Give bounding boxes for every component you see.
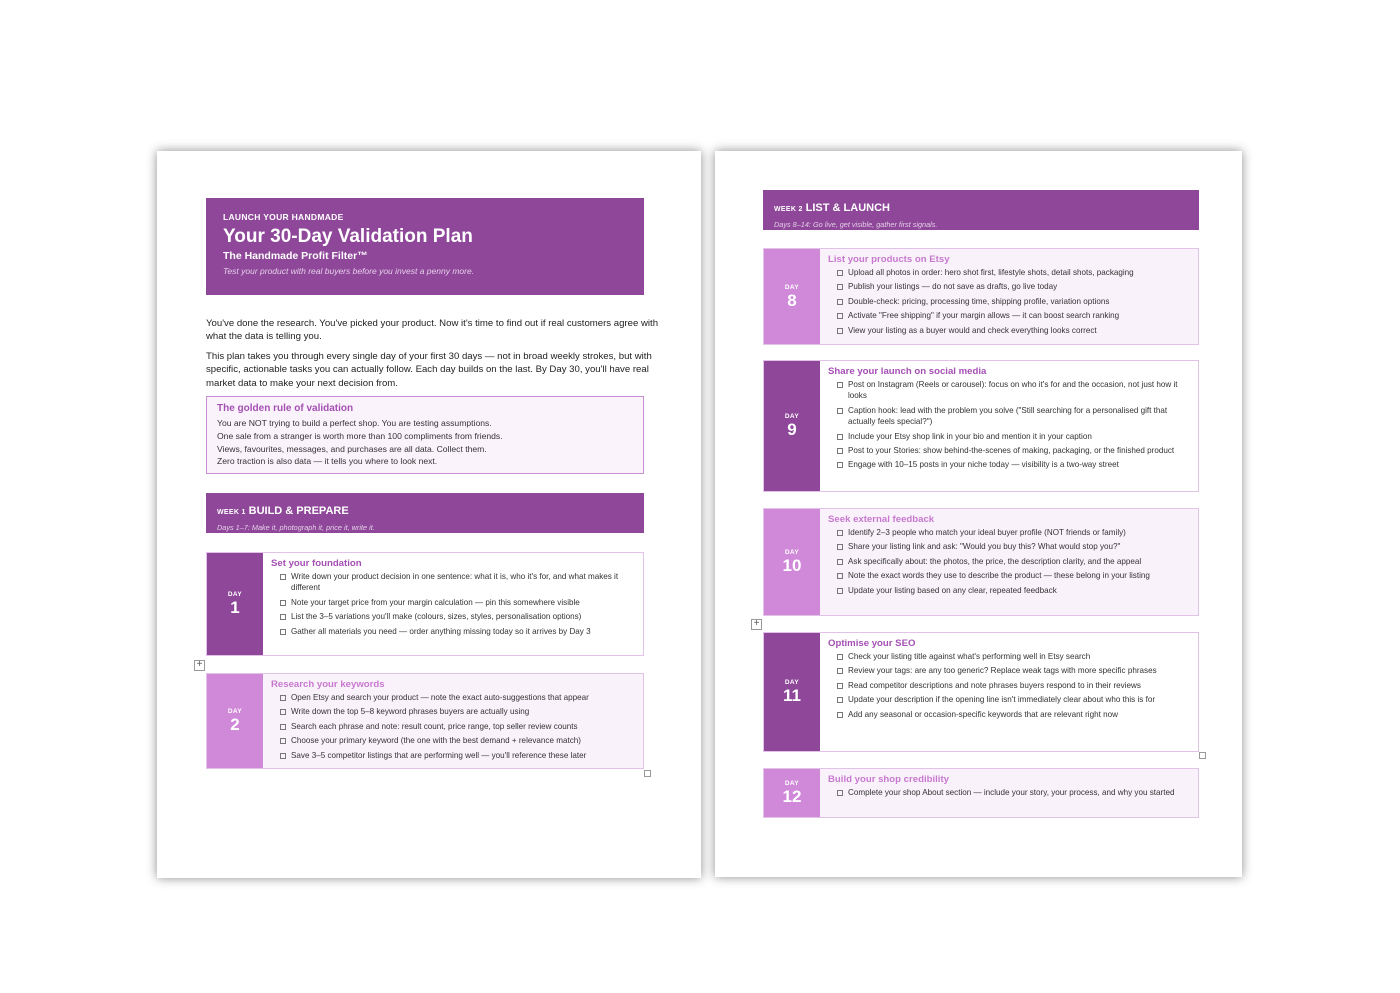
week-label: WEEK 2 xyxy=(774,206,803,213)
day-card-9 xyxy=(763,360,1199,492)
hero-subtitle: The Handmade Profit Filter™ xyxy=(223,250,368,262)
task-item[interactable]: Save 3–5 competitor listings that are performing well — you'll reference these later xyxy=(271,750,637,761)
day-label: DAY xyxy=(227,591,243,598)
week-name: LIST & LAUNCH xyxy=(805,202,890,214)
golden-rule-callout xyxy=(206,396,644,474)
task-item[interactable]: Note the exact words they use to describe the product — these belong in your listing xyxy=(828,570,1192,581)
hero-eyebrow: LAUNCH YOUR HANDMADE xyxy=(223,212,344,222)
task-item[interactable]: Note your target price from your margin calculation — pin this somewhere visible xyxy=(271,597,637,608)
task-item[interactable]: Share your listing link and ask: "Would you buy this? What would stop you?" xyxy=(828,541,1192,552)
move-handle-icon[interactable]: + xyxy=(194,660,205,671)
task-item[interactable]: Update your listing based on any clear, repeated feedback xyxy=(828,585,1192,596)
hero-banner xyxy=(206,198,644,295)
day-card-12 xyxy=(763,768,1199,818)
resize-handle[interactable] xyxy=(644,770,651,777)
hero-tagline: Test your product with real buyers before you invest a penny more. xyxy=(223,266,475,276)
task-item[interactable]: Update your description if the opening line isn't immediately clear about who this is for xyxy=(828,694,1192,705)
day-title: Set your foundation xyxy=(271,558,362,569)
day-label: DAY xyxy=(227,708,243,715)
task-item[interactable]: View your listing as a buyer would and check everything looks correct xyxy=(828,325,1192,336)
day-content xyxy=(820,361,1198,491)
task-item[interactable]: Write down your product decision in one sentence: what it is, who it's for, and what makes it different xyxy=(271,571,637,594)
day-title: List your products on Etsy xyxy=(828,254,950,265)
task-item[interactable]: Caption hook: lead with the problem you solve ("Still searching for a personalised gift that actually feels special?") xyxy=(828,405,1192,428)
task-item[interactable]: Post on Instagram (Reels or carousel): focus on who it's for and the occasion, not just how it looks xyxy=(828,379,1192,402)
task-item[interactable]: Upload all photos in order: hero shot first, lifestyle shots, detail shots, packaging xyxy=(828,267,1192,278)
task-item[interactable]: Publish your listings — do not save as drafts, go live today xyxy=(828,281,1192,292)
week-description: Days 8–14: Go live, get visible, gather first signals. xyxy=(774,220,938,229)
golden-rule-line: Views, favourites, messages, and purchases are all data. Collect them. xyxy=(217,443,487,454)
task-item[interactable]: Gather all materials you need — order anything missing today so it arrives by Day 3 xyxy=(271,626,637,637)
task-item[interactable]: Read competitor descriptions and note phrases buyers respond to in their reviews xyxy=(828,680,1192,691)
task-item[interactable]: Search each phrase and note: result count, price range, top seller review counts xyxy=(271,721,637,732)
day-number: 10 xyxy=(782,556,802,575)
day-content xyxy=(820,249,1198,344)
day-label: DAY xyxy=(784,780,800,787)
task-item[interactable]: Activate "Free shipping" if your margin allows — it can boost search ranking xyxy=(828,310,1192,321)
day-number: 8 xyxy=(787,290,797,310)
week-2-banner xyxy=(763,190,1199,230)
task-item[interactable]: Open Etsy and search your product — note the exact auto-suggestions that appear xyxy=(271,692,637,703)
task-item[interactable]: Double-check: pricing, processing time, shipping profile, variation options xyxy=(828,296,1192,307)
task-item[interactable]: Identify 2–3 people who match your ideal buyer profile (NOT friends or family) xyxy=(828,527,1192,538)
golden-rule-line: One sale from a stranger is worth more than 100 compliments from friends. xyxy=(217,430,503,441)
task-list xyxy=(828,787,1192,798)
golden-rule-line: You are NOT trying to build a perfect shop. You are testing assumptions. xyxy=(217,418,492,428)
task-item[interactable]: Choose your primary keyword (the one with the best demand + relevance match) xyxy=(271,735,637,746)
day-badge xyxy=(764,769,820,817)
task-list xyxy=(828,267,1192,336)
week-description: Days 1–7: Make it, photograph it, price it, write it. xyxy=(217,523,375,532)
week-1-banner xyxy=(206,493,644,533)
task-item[interactable]: Write down the top 5–8 keyword phrases buyers are actually using xyxy=(271,706,637,717)
day-label: DAY xyxy=(784,549,800,556)
task-item[interactable]: Check your listing title against what's performing well in Etsy search xyxy=(828,651,1192,662)
task-list xyxy=(828,527,1192,596)
day-title: Seek external feedback xyxy=(828,514,935,525)
day-badge xyxy=(764,509,820,615)
day-label: DAY xyxy=(784,413,800,420)
day-badge xyxy=(207,553,263,655)
day-title: Research your keywords xyxy=(271,679,385,690)
day-title: Build your shop credibility xyxy=(828,774,949,785)
day-title: Optimise your SEO xyxy=(828,638,916,649)
task-item[interactable]: Post to your Stories: show behind-the-scenes of making, packaging, or the finished product xyxy=(828,445,1192,456)
day-badge xyxy=(764,361,820,491)
day-badge xyxy=(207,674,263,768)
task-item[interactable]: Include your Etsy shop link in your bio and mention it in your caption xyxy=(828,431,1192,442)
day-content xyxy=(263,553,643,655)
hero-title: Your 30-Day Validation Plan xyxy=(223,226,473,247)
week-label: WEEK 1 xyxy=(217,509,246,516)
task-item[interactable]: Complete your shop About section — include your story, your process, and why you started xyxy=(828,787,1192,798)
task-item[interactable]: Ask specifically about: the photos, the price, the description clarity, and the appeal xyxy=(828,556,1192,567)
task-list xyxy=(271,692,637,761)
day-card-10 xyxy=(763,508,1199,616)
week-name: BUILD & PREPARE xyxy=(248,505,349,517)
move-handle-icon[interactable]: + xyxy=(751,619,762,630)
document-page-right xyxy=(715,151,1242,877)
day-card-1 xyxy=(206,552,644,656)
day-number: 1 xyxy=(230,598,240,617)
day-content xyxy=(820,769,1198,817)
task-list xyxy=(271,571,637,637)
day-number: 11 xyxy=(783,686,801,705)
day-badge xyxy=(764,633,820,751)
day-content xyxy=(820,633,1198,751)
task-item[interactable]: List the 3–5 variations you'll make (colours, sizes, styles, personalisation options) xyxy=(271,611,637,622)
task-list xyxy=(828,379,1192,471)
resize-handle[interactable] xyxy=(1199,752,1206,759)
day-badge xyxy=(764,249,820,344)
day-number: 12 xyxy=(782,787,802,806)
day-card-2 xyxy=(206,673,644,769)
day-label: DAY xyxy=(784,283,800,291)
document-page-left xyxy=(157,151,701,878)
day-content xyxy=(820,509,1198,615)
intro-paragraph: You've done the research. You've picked your product. Now it's time to find out if real customers agree with what the data is telling you. xyxy=(206,318,659,343)
day-label: DAY xyxy=(784,679,800,686)
golden-rule-line: Zero traction is also data — it tells you where to look next. xyxy=(217,456,438,467)
day-title: Share your launch on social media xyxy=(828,366,987,377)
day-card-8 xyxy=(763,248,1199,345)
task-list xyxy=(828,651,1192,720)
day-content xyxy=(263,674,643,768)
golden-rule-title: The golden rule of validation xyxy=(217,403,354,414)
day-number: 9 xyxy=(787,420,797,439)
intro-paragraph: This plan takes you through every single day of your first 30 days — not in broad weekly strokes, but with specific, actionable tasks you can actually follow. Each day builds on the last. By Day 30, you'll have real market data to make your next decision from. xyxy=(206,351,652,389)
day-number: 2 xyxy=(230,715,240,734)
task-item[interactable]: Engage with 10–15 posts in your niche today — visibility is a two-way street xyxy=(828,459,1192,470)
task-item[interactable]: Review your tags: are any too generic? Replace weak tags with more specific phrases xyxy=(828,665,1192,676)
task-item[interactable]: Add any seasonal or occasion-specific keywords that are relevant right now xyxy=(828,709,1192,720)
day-card-11 xyxy=(763,632,1199,752)
